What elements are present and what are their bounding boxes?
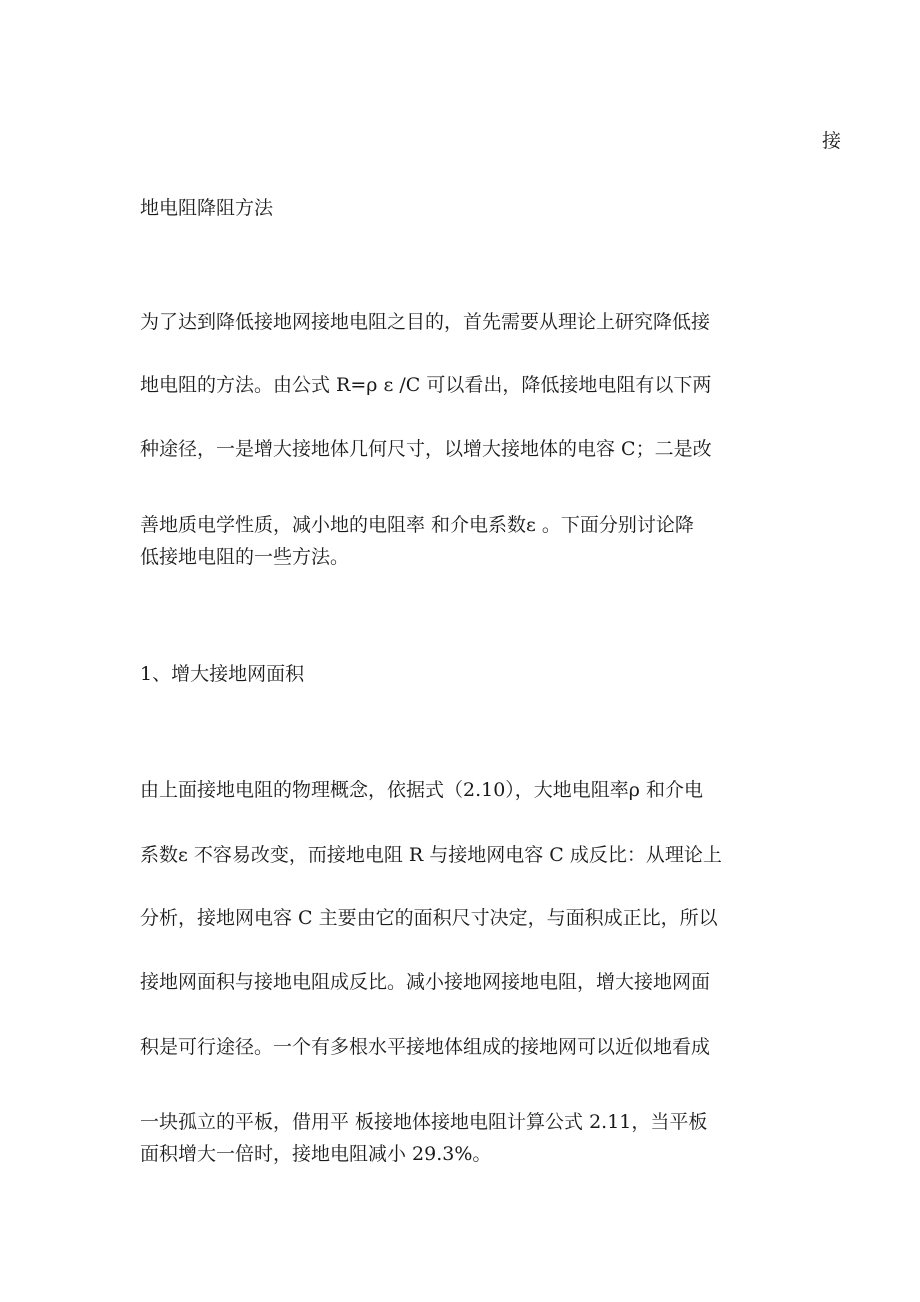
title-first-char: 接 (822, 130, 842, 152)
section-1-line-2: 系数ε 不容易改变，而接地电阻 R 与接地网电容 C 成反比：从理论上 (140, 844, 722, 866)
intro-line-5: 低接地电阻的一些方法。 (140, 546, 350, 568)
section-1-line-6: 一块孤立的平板，借用平 板接地体接地电阻计算公式 2.11，当平板 (140, 1111, 708, 1133)
section-1-line-5: 积是可行途径。一个有多根水平接地体组成的接地网可以近似地看成 (140, 1036, 711, 1058)
title-rest: 地电阻降阻方法 (140, 197, 274, 219)
intro-line-1: 为了达到降低接地网接地电阻之目的，首先需要从理论上研究降低接 (140, 311, 711, 333)
section-1-line-1: 由上面接地电阻的物理概念，依据式（2.10），大地电阻率ρ 和介电 (140, 779, 704, 801)
section-1-line-3: 分析，接地网电容 C 主要由它的面积尺寸决定，与面积成正比，所以 (140, 907, 718, 929)
intro-line-3: 种途径，一是增大接地体几何尺寸，以增大接地体的电容 C；二是改 (140, 438, 712, 460)
section-1-heading: 1、增大接地网面积 (140, 663, 305, 685)
section-1-line-4: 接地网面积与接地电阻成反比。减小接地网接地电阻，增大接地网面 (140, 971, 711, 993)
intro-line-2: 地电阻的方法。由公式 R=ρ ε /C 可以看出，降低接地电阻有以下两 (140, 374, 712, 396)
intro-line-4: 善地质电学性质，减小地的电阻率 和介电系数ε 。下面分别讨论降 (140, 514, 694, 536)
section-1-line-7: 面积增大一倍时，接地电阻减小 29.3%。 (140, 1143, 492, 1165)
